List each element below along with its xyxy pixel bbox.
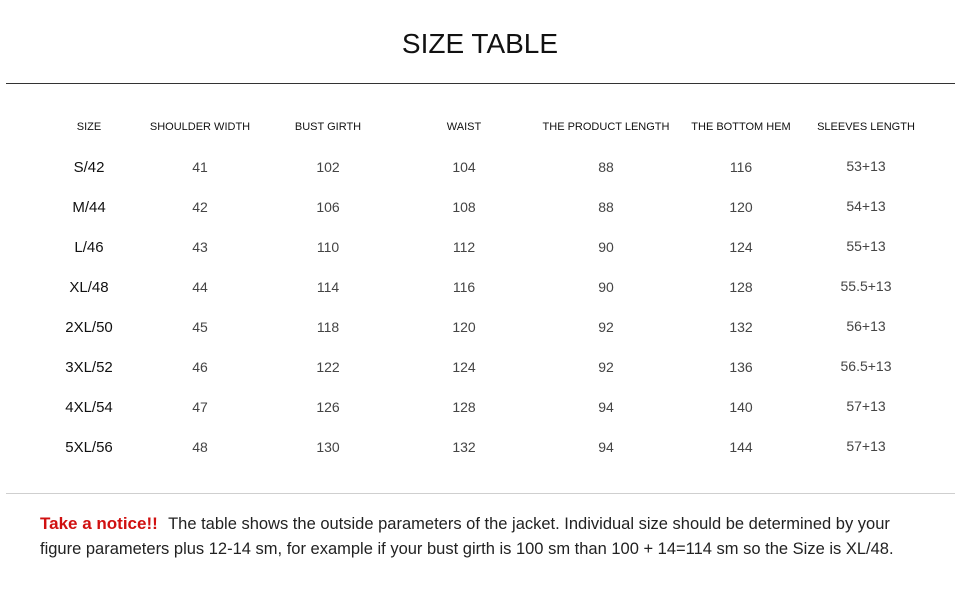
cell-waist: 120: [452, 319, 476, 335]
cell-bottom-hem: 128: [729, 279, 753, 295]
cell-waist: 116: [452, 279, 476, 295]
header-waist: WAIST: [446, 121, 482, 133]
cell-bottom-hem: 116: [729, 159, 753, 175]
cell-sleeves-length: 53+13: [846, 158, 886, 174]
cell-shoulder-width: 45: [192, 319, 208, 335]
notice-alert: Take a notice!!: [40, 514, 158, 533]
cell-sleeves-length: 57+13: [846, 438, 886, 454]
cell-shoulder-width: 43: [192, 239, 208, 255]
header-sleeves-length: SLEEVES LENGTH: [817, 121, 915, 133]
cell-waist: 108: [452, 199, 476, 215]
header-bust-girth: BUST GIRTH: [294, 121, 362, 133]
header-product-length: THE PRODUCT LENGTH: [542, 121, 670, 133]
cell-bottom-hem: 140: [729, 399, 753, 415]
cell-bust-girth: 130: [316, 439, 340, 455]
header-shoulder-width: SHOULDER WIDTH: [149, 121, 251, 133]
cell-waist: 124: [452, 359, 476, 375]
cell-waist: 132: [452, 439, 476, 455]
cell-waist: 112: [452, 239, 476, 255]
cell-bust-girth: 126: [316, 399, 340, 415]
header-size: SIZE: [76, 121, 102, 133]
cell-size: 5XL/56: [65, 439, 113, 456]
cell-size: S/42: [73, 159, 105, 176]
cell-bust-girth: 102: [316, 159, 340, 175]
cell-size: 4XL/54: [65, 399, 113, 416]
cell-size: L/46: [74, 239, 104, 256]
cell-size: M/44: [72, 199, 106, 216]
cell-product-length: 92: [598, 319, 614, 335]
cell-bottom-hem: 132: [729, 319, 753, 335]
page-title: SIZE TABLE: [401, 28, 559, 59]
cell-product-length: 92: [598, 359, 614, 375]
cell-bust-girth: 106: [316, 199, 340, 215]
cell-sleeves-length: 56.5+13: [840, 358, 892, 374]
top-divider: [6, 83, 955, 84]
cell-waist: 104: [452, 159, 476, 175]
cell-waist: 128: [452, 399, 476, 415]
cell-size: 2XL/50: [65, 319, 113, 336]
cell-product-length: 94: [598, 439, 614, 455]
cell-product-length: 94: [598, 399, 614, 415]
header-bottom-hem: THE BOTTOM HEM: [691, 121, 791, 133]
cell-bottom-hem: 120: [729, 199, 753, 215]
cell-bust-girth: 122: [316, 359, 340, 375]
cell-product-length: 88: [598, 199, 614, 215]
cell-bust-girth: 118: [316, 319, 340, 335]
cell-sleeves-length: 55+13: [846, 238, 886, 254]
cell-shoulder-width: 44: [192, 279, 208, 295]
notice-text: The table shows the outside parameters of the jacket. Individual size should be determined by your figure parameters plus 12-14 sm, for example if your bust girth is 100 sm than 100 + 14=114 sm so the Size is XL/48.: [40, 515, 894, 558]
cell-bust-girth: 110: [316, 239, 340, 255]
cell-shoulder-width: 41: [192, 159, 208, 175]
cell-sleeves-length: 56+13: [846, 318, 886, 334]
cell-sleeves-length: 55.5+13: [840, 278, 892, 294]
cell-bottom-hem: 144: [729, 439, 753, 455]
cell-shoulder-width: 48: [192, 439, 208, 455]
cell-shoulder-width: 47: [192, 399, 208, 415]
cell-bust-girth: 114: [316, 279, 340, 295]
cell-size: 3XL/52: [65, 359, 113, 376]
cell-product-length: 88: [598, 159, 614, 175]
cell-sleeves-length: 57+13: [846, 398, 886, 414]
cell-product-length: 90: [598, 239, 614, 255]
cell-shoulder-width: 46: [192, 359, 208, 375]
cell-sleeves-length: 54+13: [846, 198, 886, 214]
bottom-divider: [6, 493, 955, 494]
cell-bottom-hem: 136: [729, 359, 753, 375]
cell-bottom-hem: 124: [729, 239, 753, 255]
notice-paragraph: [40, 511, 930, 562]
cell-shoulder-width: 42: [192, 199, 208, 215]
cell-size: XL/48: [69, 279, 109, 296]
cell-product-length: 90: [598, 279, 614, 295]
